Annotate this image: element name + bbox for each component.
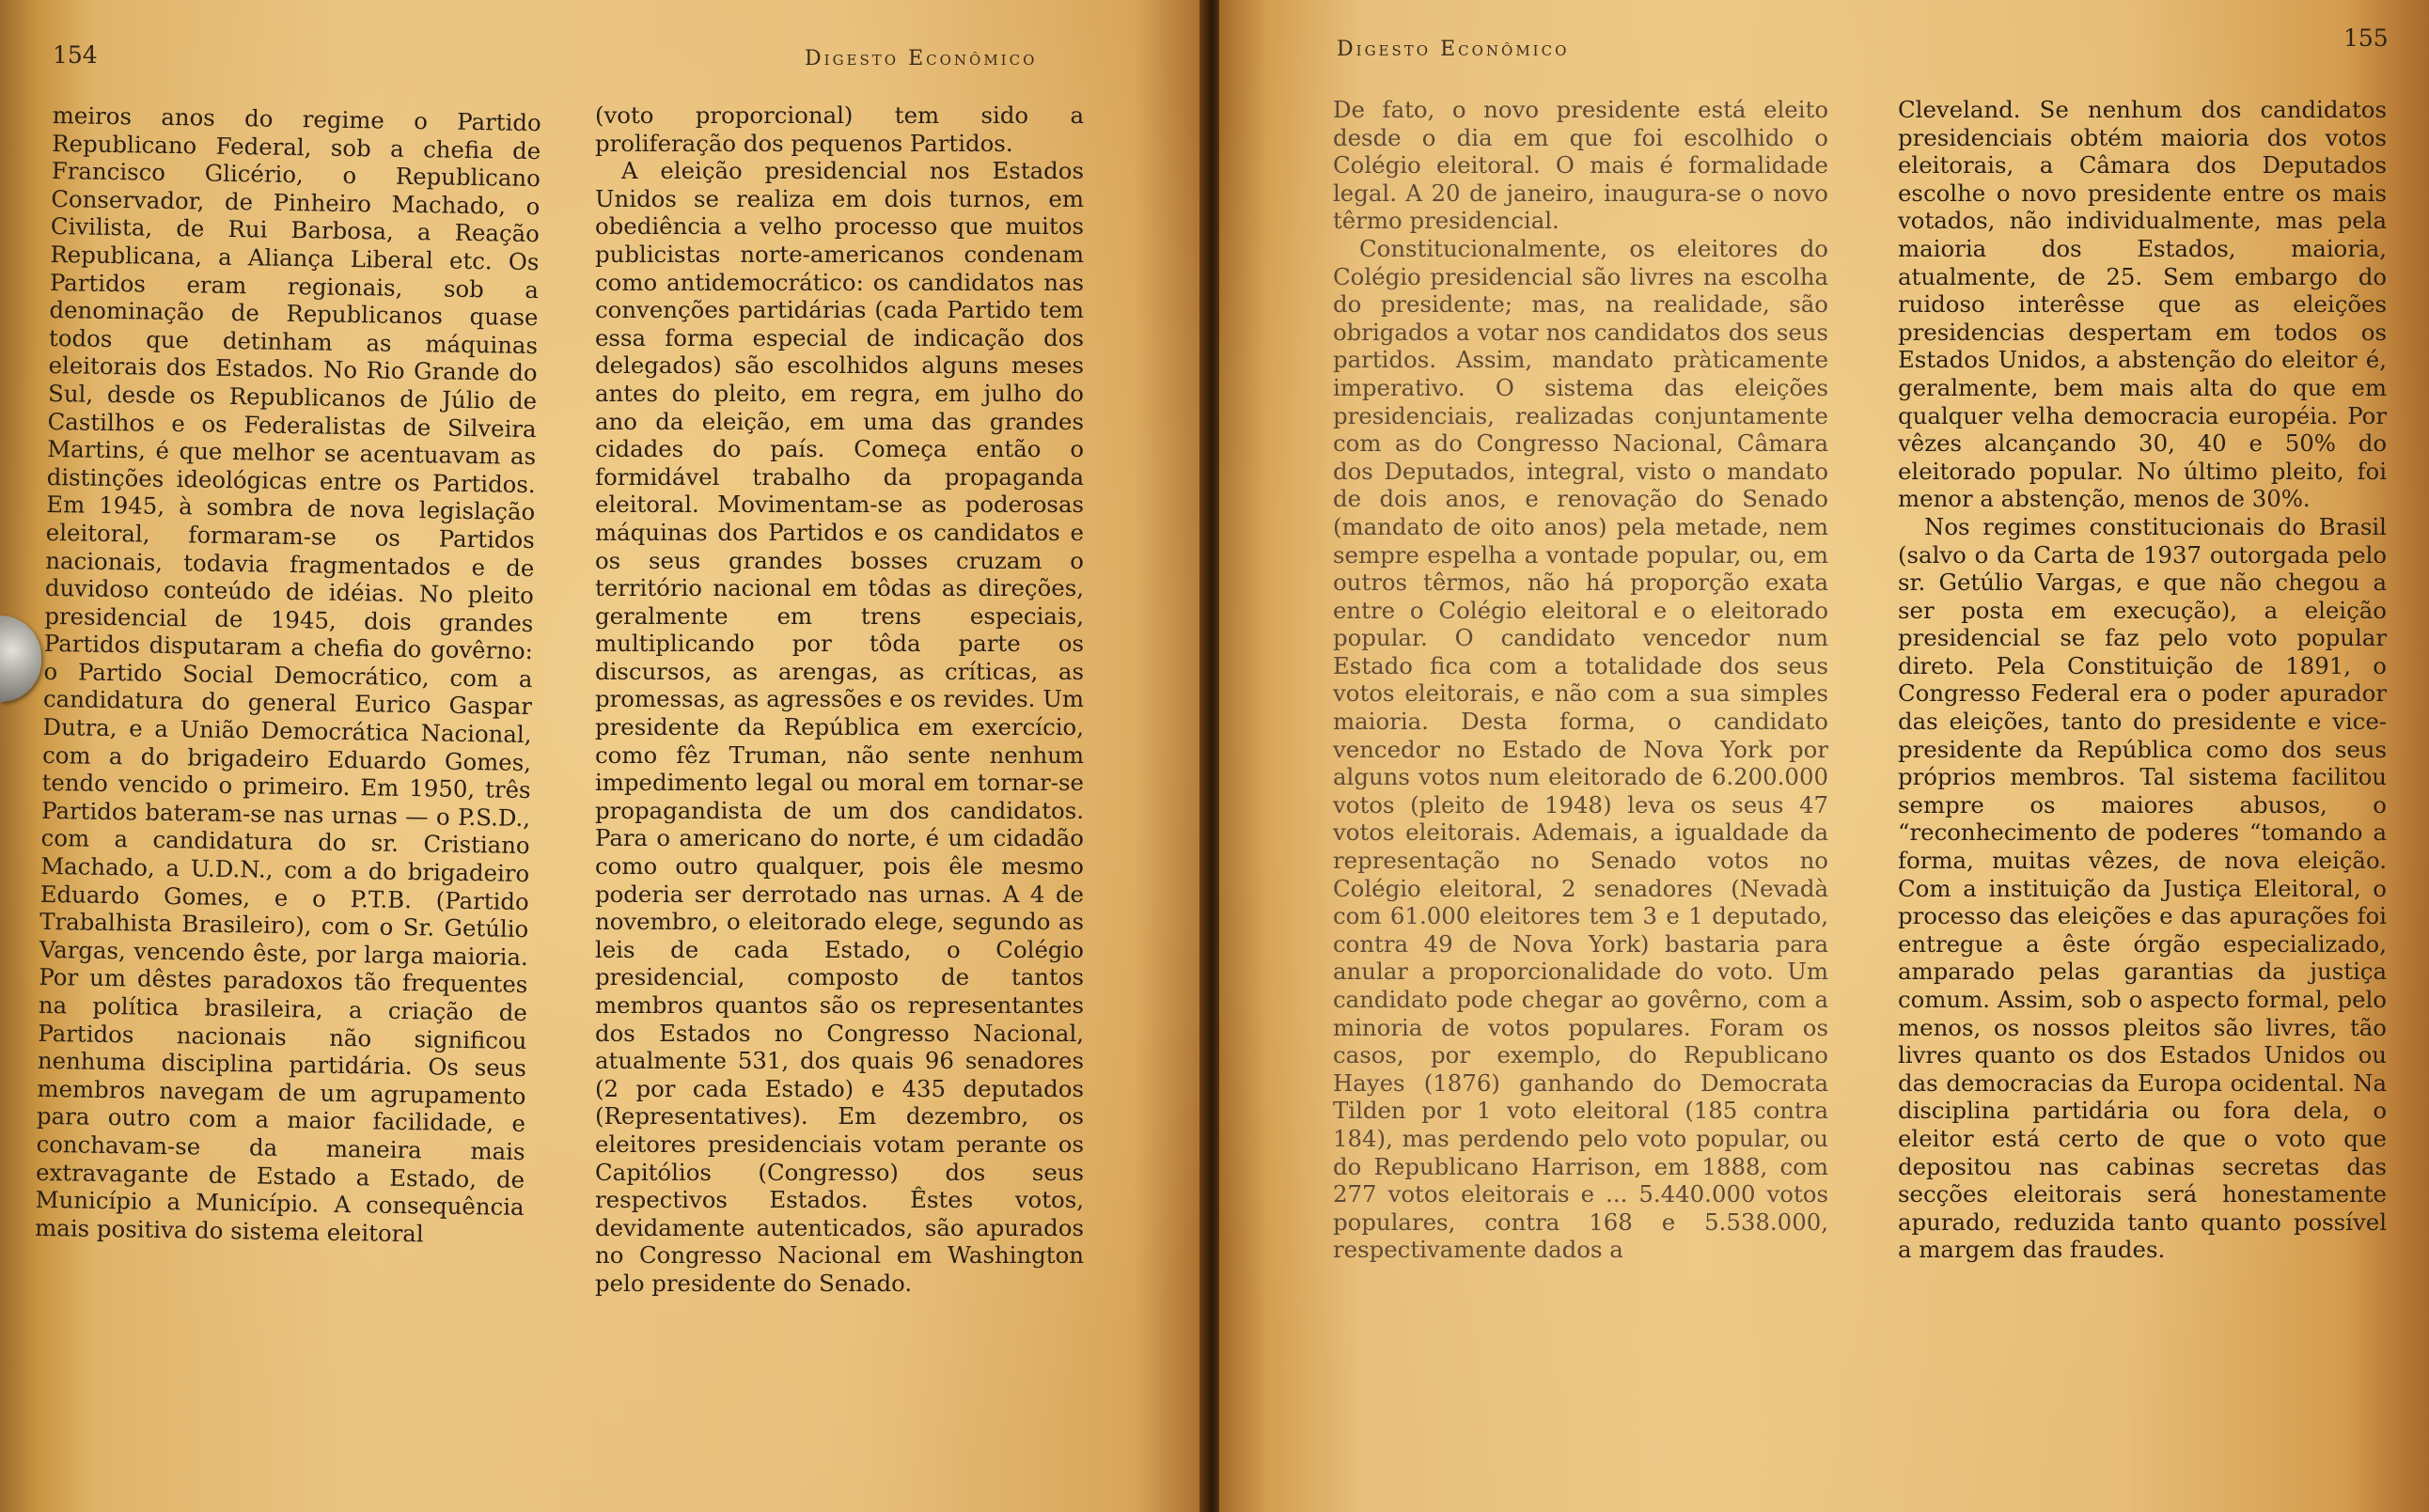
left-column-2 xyxy=(595,101,1084,1298)
right-col2-paragraph-1: Cleveland. Se nenhum dos candidatos presidenciais obtém maioria dos votos eleitorais, a Câmara dos Deputados escolhe o novo presidente entre os mais votados, não individualmente, mas pela maioria dos Estados, maioria, atualmente, de 25. Sem embargo do ruidoso interêsse que as eleições presidencias despertam em todos os Estados Unidos, a abstenção do eleitor é, geralmente, bem mais alta do que em qualquer velha democracia européia. Por vêzes alcançando 30, 40 e 50% do eleitorado popular. No último pleito, foi menor a abstenção, menos de 30%. xyxy=(1898,96,2387,513)
right-page xyxy=(1219,0,2429,1512)
right-column-1 xyxy=(1333,96,1828,1264)
binder-clip xyxy=(0,616,41,702)
left-page-number: 154 xyxy=(53,41,98,69)
right-running-head: Digesto Econômico xyxy=(1337,38,1570,61)
left-page xyxy=(0,0,1206,1512)
right-col1-paragraph-1: De fato, o novo presidente está eleito desde o dia em que foi escolhido o Colégio eleitoral. O mais é formalidade legal. A 20 de janeiro, inaugura-se o novo têrmo presidencial. xyxy=(1333,96,1828,235)
right-column-2 xyxy=(1898,96,2387,1264)
left-col2-paragraph-1: (voto proporcional) tem sido a proliferação dos pequenos Partidos. xyxy=(595,101,1084,157)
left-col2-paragraph-2: A eleição presidencial nos Estados Unidos se realiza em dois turnos, em obediência a velho processo que muitos publicistas norte-americanos condenam como antidemocrático: os candidatos nas convenções partidárias (cada Partido tem essa forma especial de indicação dos delegados) são escolhidos alguns meses antes do pleito, em regra, em julho do ano da eleição, em uma das grandes cidades do país. Começa então o formidável trabalho da propaganda eleitoral. Movimentam-se as poderosas máquinas dos Partidos e os candidatos e os seus grandes bosses cruzam o território nacional em tôdas as direções, geralmente em trens especiais, multiplicando por tôda parte os discursos, as arengas, as críticas, as promessas, as agressões e os revides. Um presidente da República em exercício, como fêz Truman, não sente nenhum impedimento legal ou moral em tornar-se propagandista de um dos candidatos. Para o americano do norte, é um cidadão como outro qualquer, pois êle mesmo poderia ser derrotado nas urnas. A 4 de novembro, o eleitorado elege, segundo as leis de cada Estado, o Colégio presidencial, composto de tantos membros quantos são os representantes dos Estados no Congresso Nacional, atualmente 531, dos quais 96 senadores (2 por cada Estado) e 435 deputados (Representatives). Em dezembro, os eleitores presidenciais votam perante os Capitólios (Congresso) dos seus respectivos Estados. Êstes votos, devidamente autenticados, são apurados no Congresso Nacional em Washington pelo presidente do Senado. xyxy=(595,157,1084,1297)
right-page-number: 155 xyxy=(2343,24,2389,52)
right-col1-paragraph-2: Constitucionalmente, os eleitores do Colégio presidencial são livres na escolha do presidente; mas, na realidade, são obrigados a votar nos candidatos dos seus partidos. Assim, mandato pràticamente imperativo. O sistema das eleições presidenciais, realizadas conjuntamente com as do Congresso Nacional, Câmara dos Deputados, integral, visto o mandato de dois anos, e renovação do Senado (mandato de oito anos) pela metade, nem sempre espelha a vontade popular, ou, em outros têrmos, não há proporção exata entre o Colégio eleitoral e o eleitorado popular. O candidato vencedor num Estado fica com a totalidade dos seus votos eleitorais, e não com a sua simples maioria. Desta forma, o candidato vencedor no Estado de Nova York por alguns votos num eleitorado de 6.200.000 votos (pleito de 1948) leva os seus 47 votos eleitorais. Ademais, a igualdade da representação no Senado votos no Colégio eleitoral, 2 senadores (Nevadà com 61.000 eleitores tem 3 e 1 deputado, contra 49 de Nova York) bastaria para anular a proporcionalidade do voto. Um candidato pode chegar ao govêrno, com a minoria de votos populares. Foram os casos, por exemplo, do Republicano Hayes (1876) ganhando do Democrata Tilden por 1 voto eleitoral (185 contra 184), mas perdendo pelo voto popular, ou do Republicano Harrison, em 1888, com 277 votos eleitorais e ... 5.440.000 votos populares, contra 168 e 5.538.000, respectivamente dados a xyxy=(1333,234,1828,1264)
left-col1-paragraph-1: meiros anos do regime o Partido Republicano Federal, sob a chefia de Francisco Glicério, o Republicano Conservador, de Pinheiro Machado, o Civilista, de Rui Barbosa, a Reação Republicana, a Aliança Liberal etc. Os Partidos eram regionais, sob a denominação de Republicanos quase todos que detinham as máquinas eleitorais dos Estados. No Rio Grande do Sul, desde os Republicanos de Júlio de Castilhos e os Federalistas de Silveira Martins, é que melhor se acentuavam as distinções ideológicas entre os Partidos. Em 1945, à sombra de nova legislação eleitoral, formaram-se os Partidos nacionais, todavia fragmentados e de duvidoso conteúdo de idéias. No pleito presidencial de 1945, dois grandes Partidos disputaram a chefia do govêrno: o Partido Social Democrático, com a candidatura do general Eurico Gaspar Dutra, e a União Democrática Nacional, com a do brigadeiro Eduardo Gomes, tendo vencido o primeiro. Em 1950, três Partidos bateram-se nas urnas — o P.S.D., com a candidatura do sr. Cristiano Machado, a U.D.N., com a do brigadeiro Eduardo Gomes, e o P.T.B. (Partido Trabalhista Brasileiro), com o Sr. Getúlio Vargas, vencendo êste, por larga maioria. Por um dêstes paradoxos tão frequentes na política brasileira, a criação de Partidos nacionais não significou nenhuma disciplina partidária. Os seus membros navegam de um agrupamento para outro com a maior facilidade, e conchavam-se da maneira mais extravagante de Estado a Estado, de Município a Município. A consequência mais positiva do sistema eleitoral xyxy=(34,101,541,1248)
left-column-1 xyxy=(35,101,541,1249)
right-col2-paragraph-2: Nos regimes constitucionais do Brasil (salvo o da Carta de 1937 outorgada pelo sr. Getúlio Vargas, e que não chegou a ser posta em execução), a eleição presidencial se faz pelo voto popular direto. Pela Constituição de 1891, o Congresso Federal era o poder apurador das eleições, tanto do presidente e vice-presidente da República como dos seus próprios membros. Tal sistema facilitou sempre os maiores abusos, o “reconhecimento de poderes “tomando a forma, muitas vêzes, de nova eleição. Com a instituição da Justiça Eleitoral, o processo das eleições e das apurações foi entregue a êste órgão especializado, amparado pelas garantias da justiça comum. Assim, sob o aspecto formal, pelo menos, os nossos pleitos são livres, tão livres quanto os dos Estados Unidos ou das democracias da Europa ocidental. Na disciplina partidária ou fora dela, o eleitor está certo de que o voto que depositou nas cabinas secretas das secções eleitorais será honestamente apurado, reduzida tanto quanto possível a margem das fraudes. xyxy=(1898,512,2387,1264)
left-running-head: Digesto Econômico xyxy=(805,47,1038,70)
